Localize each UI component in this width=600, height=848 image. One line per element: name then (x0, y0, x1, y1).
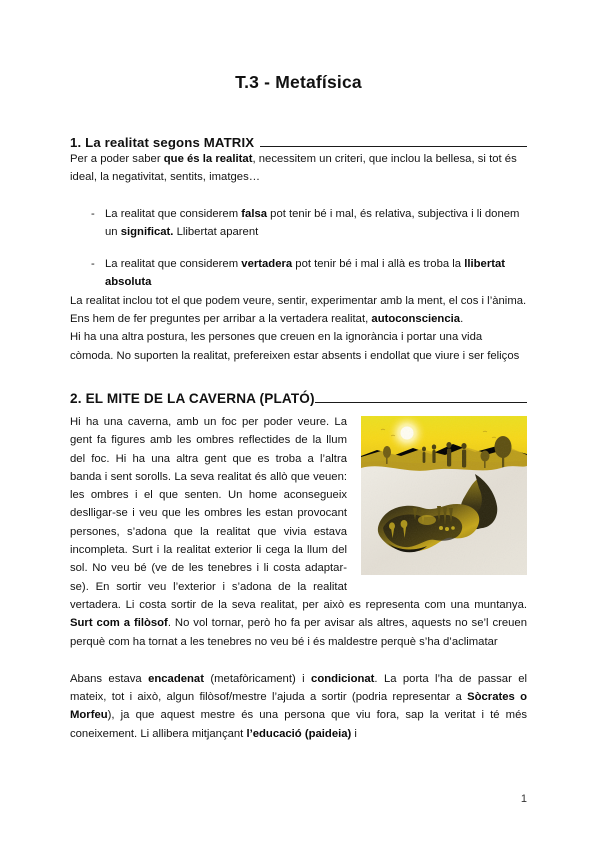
dash-list (70, 205, 527, 292)
paragraph-realitat-inclou (70, 292, 527, 329)
final-run-4: ), ja que aquest mestre és una persona que viu fora, sap la veritat i té més coneixement. Li allibera mitjançant (70, 709, 527, 740)
paragraph-intro (70, 150, 527, 187)
heading-rule-1 (260, 146, 527, 147)
final-run-2: (metafòricament) i (203, 672, 312, 685)
postura-run-1: Hi ha una altra postura, les persones que creuen en la ignorància i portar una vida còmoda. No suporten la realitat, prefereixen estar absents i endollat que viure i ser feliços (70, 331, 520, 362)
item-2-run-1: La realitat que considerem (105, 258, 242, 271)
section-heading-2-text: 2. EL MITE DE LA CAVERNA (PLATÓ) (70, 390, 315, 406)
item-1-bold-1: falsa (241, 207, 268, 220)
after-list-run-2: . (460, 313, 464, 326)
final-bold-1: encadenat (148, 672, 204, 685)
cave-bold-1: Surt com a filòsof (70, 617, 168, 630)
item-1-run-2: pot tenir bé i mal, és relativa, subjectiva i li donem un (105, 207, 520, 238)
after-list-bold-1: autoconsciencia (371, 313, 461, 326)
heading-rule-2 (315, 402, 527, 403)
final-run-1: Abans estava (70, 672, 149, 685)
list-dash-marker: - (91, 207, 95, 220)
cave-run-2: . No vol tornar, però ho fa per avisar als altres, aquests no se’l creuen perquè com ha tornat a les tenebres no veu bé i és maldestre perquè s’ha d’aclimatar (70, 617, 527, 648)
intro-run-2: , necessitem un criteri, que inclou la bellesa, si tot és ideal, la negativitat, sentits, imatges… (70, 153, 517, 184)
final-bold-4: l’educació (paideia) (246, 727, 352, 740)
paragraph-altra-postura (70, 328, 527, 365)
intro-bold-1: que és la realitat (163, 153, 253, 165)
list-item (70, 205, 527, 242)
item-1-run-1: La realitat que considerem (105, 207, 242, 220)
cave-text-block (70, 413, 527, 651)
paragraph-encadenat (70, 670, 527, 743)
section-heading-2 (70, 391, 527, 406)
page-number: 1 (520, 793, 527, 805)
cave-run-1: Hi ha una caverna, amb un foc per poder veure. La gent fa figures amb les ombres reflectides de la llum del foc. Hi ha una altra gent que es troba a l’altra banda i sent sorolls. La seva realitat és allò que veuen: les ombres i el que senten. Un home aconsegueix deslligar-se i veu que les ombres les estan provocant persones, s’adona que la realitat que vivia estava incompleta. Surt i la realitat exterior li cega la llum del sol. No veu bé (ve de les tenebres i li costa adaptar-se). En sortir veu l’exterior i s’adona de la realitat vertadera. Li costa sortir de la seva realitat, per això es representa com una muntanya. (70, 415, 527, 611)
intro-run-1: Per a poder saber (70, 153, 164, 165)
list-item (70, 255, 527, 292)
final-run-3: . La porta l’ha de passar el mateix, tot i això, algun filòsof/mestre l’ajuda a sortir (podria representar a (70, 672, 528, 704)
item-1-run-3: Llibertat aparent (173, 225, 259, 238)
item-1-bold-2: significat. (120, 225, 174, 238)
final-bold-2: condicionat (311, 672, 375, 685)
item-2-bold-1: vertadera (241, 258, 293, 271)
final-bold-3: Sòcrates o Morfeu (70, 691, 528, 722)
page-content (70, 0, 527, 754)
section-heading-1-text: 1. La realitat segons MATRIX (70, 135, 255, 150)
plato-cave-illustration (361, 416, 527, 575)
section-heading-1 (70, 135, 527, 150)
after-list-run-1: La realitat inclou tot el que podem veure, sentir, experimentar amb la ment, el cos i l’ànima. Ens hem de fer preguntes per arribar a la vertadera realitat, (70, 294, 527, 326)
final-run-5: i (351, 727, 357, 740)
item-2-bold-2: llibertat absoluta (105, 258, 506, 289)
page-title: T.3 - Metafísica (235, 72, 362, 92)
item-2-run-2: pot tenir bé i mal i allà es troba la (292, 258, 465, 271)
list-dash-marker: - (91, 258, 95, 271)
